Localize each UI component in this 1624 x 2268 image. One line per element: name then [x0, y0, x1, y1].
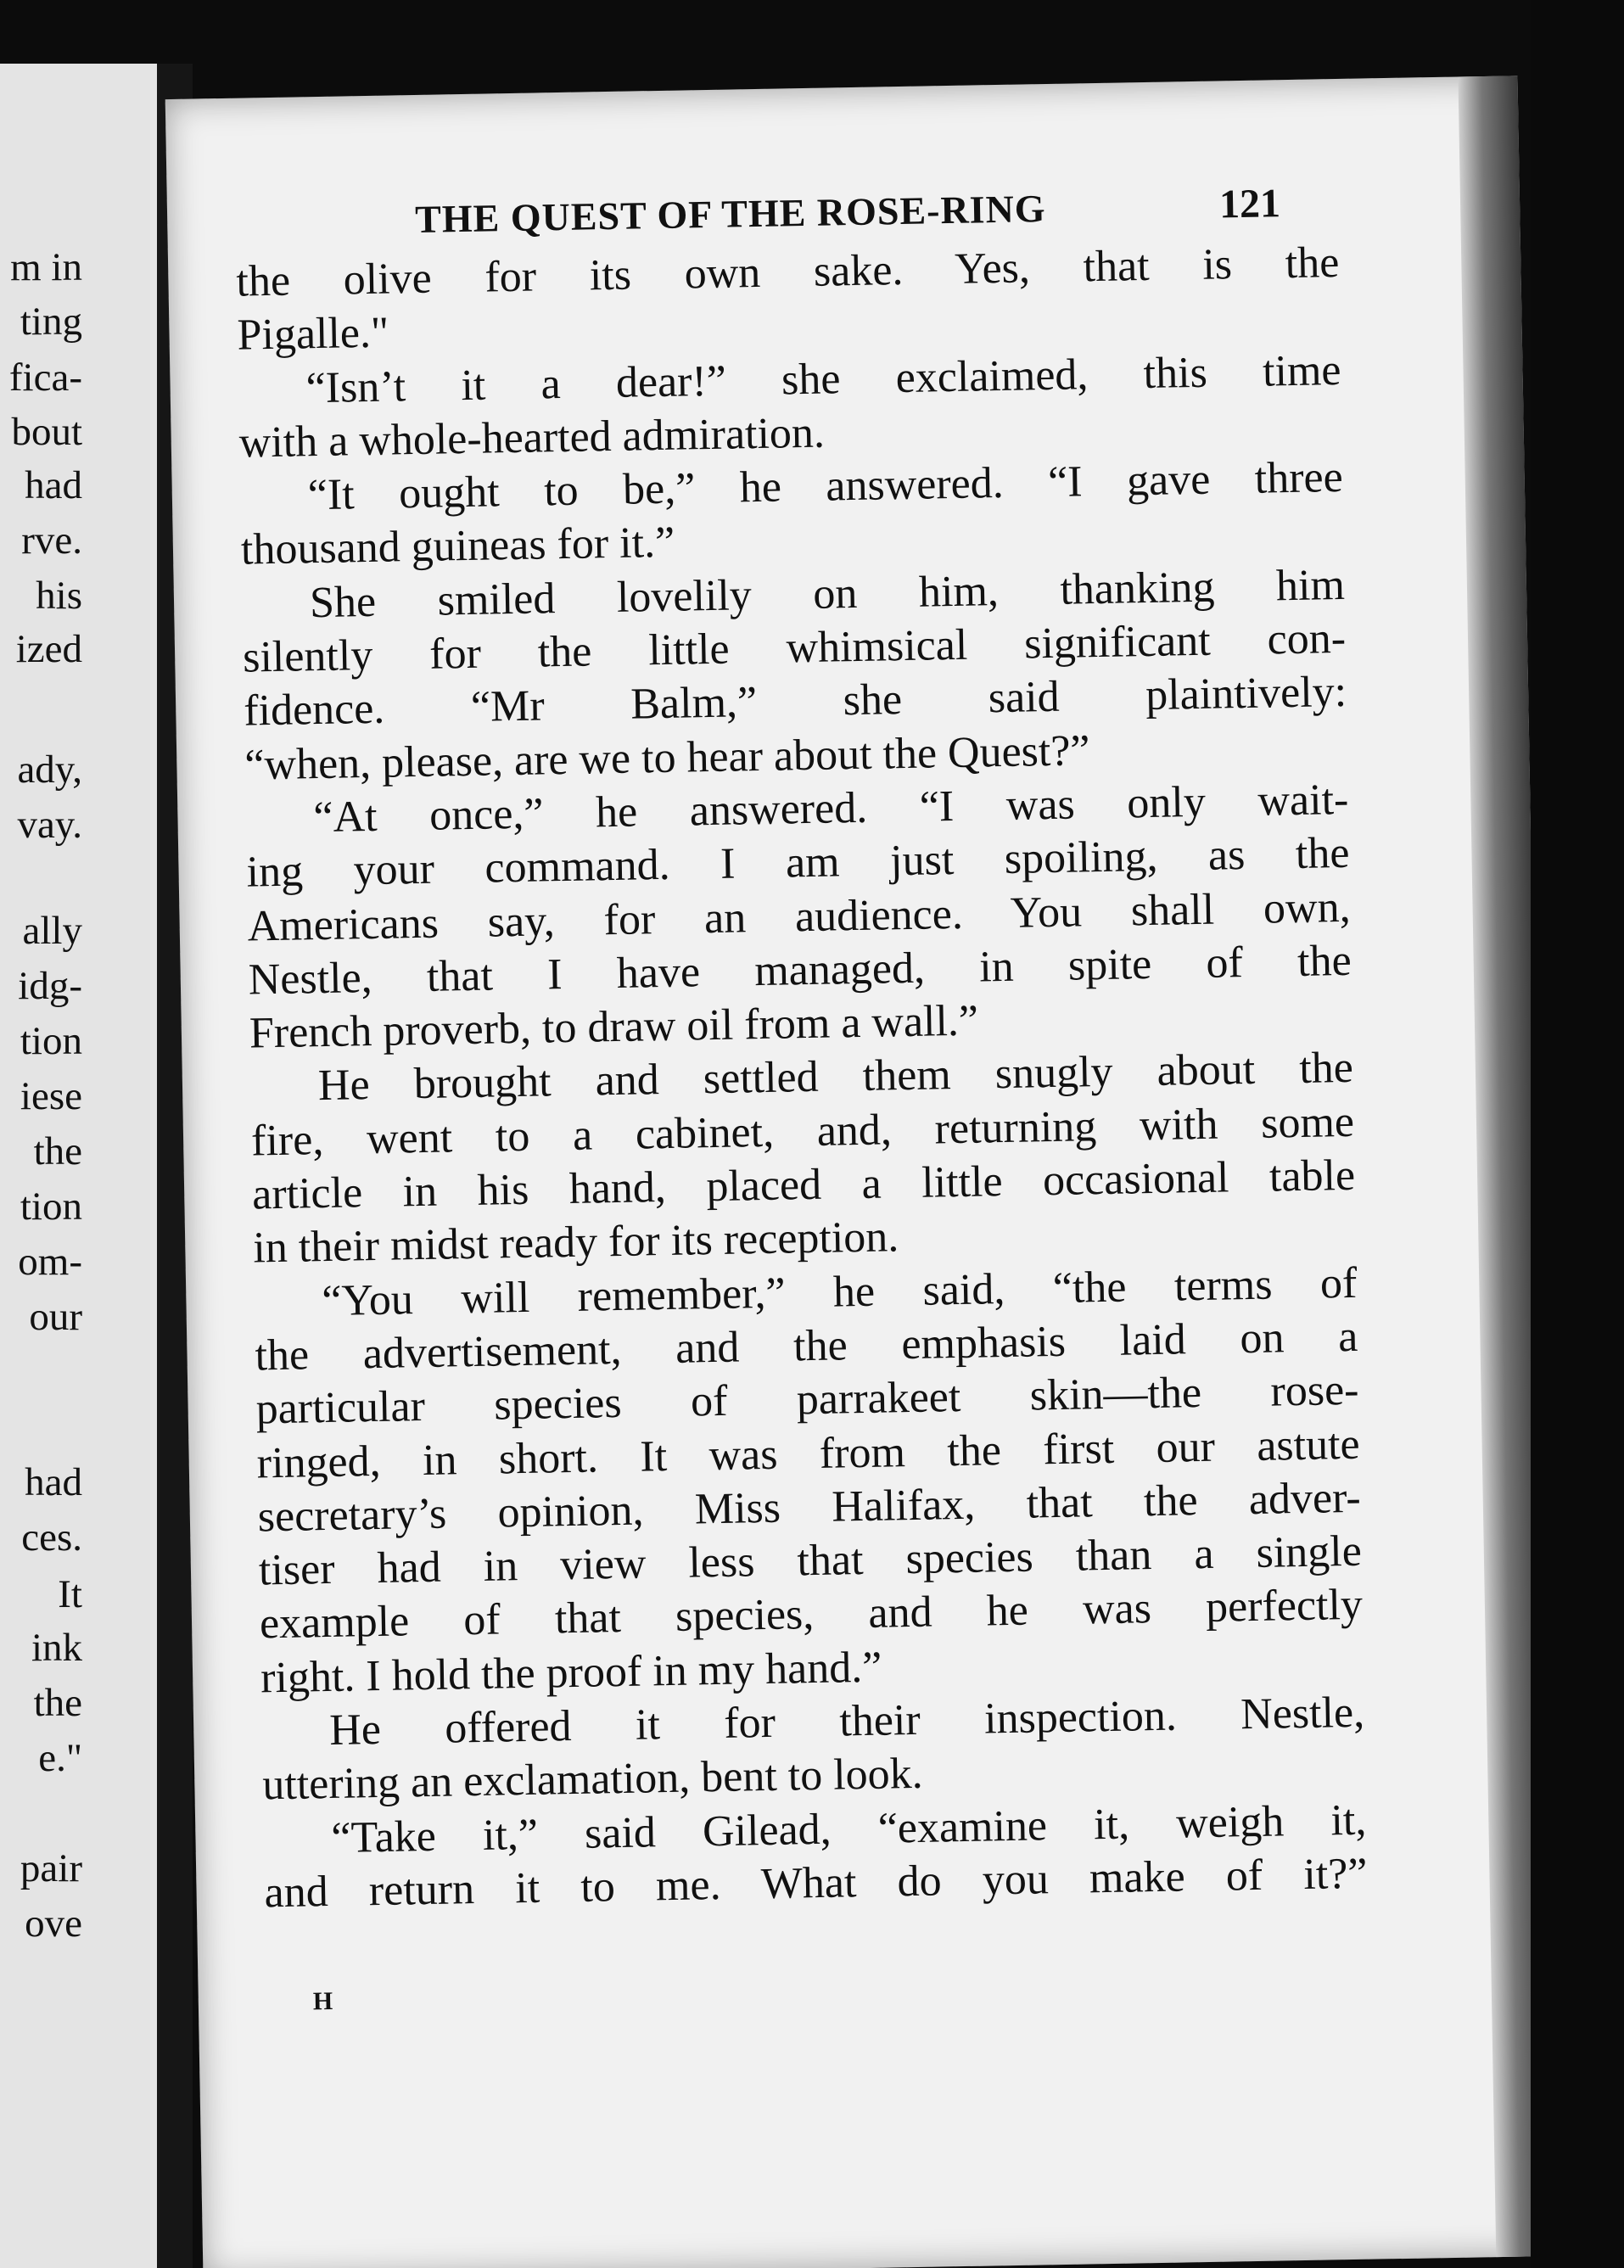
left-page-line-fragment: fica- — [8, 356, 82, 400]
left-page-line-fragment: had — [25, 1460, 82, 1504]
text-line: example of that species, and he was perfectly — [259, 1581, 1364, 1649]
left-page-line-fragment: m in — [10, 245, 82, 289]
left-page-line-fragment: vay. — [17, 803, 82, 847]
text-line: ing your command. I am just spoiling, as the — [246, 829, 1350, 897]
scan-background-right — [1531, 0, 1624, 2268]
left-page-line-fragment: iese — [20, 1074, 82, 1118]
left-page-line-fragment: had — [25, 463, 82, 507]
signature-mark: H — [312, 1987, 333, 2016]
text-line: “Isn’t it a dear!” she exclaimed, this time — [305, 345, 1341, 412]
text-line: and return it to me. What do you make of it?” — [264, 1849, 1368, 1918]
text-line: the advertisement, and the emphasis laid on a — [255, 1312, 1358, 1380]
left-page-line-fragment: It — [58, 1572, 82, 1616]
text-line: “At once,” he answered. “I was only wait- — [312, 775, 1349, 843]
text-line: uttering an exclamation, bent to look. — [261, 1750, 924, 1810]
book-page — [165, 76, 1556, 2268]
left-page-line-fragment: om- — [18, 1240, 82, 1284]
left-page-line-fragment: ting — [20, 300, 82, 344]
text-line: tiser had in view less that species than a single — [258, 1526, 1363, 1595]
text-line: “when, please, are we to hear about the Quest?” — [244, 725, 1090, 790]
left-page-line-fragment: our — [29, 1295, 82, 1339]
text-line: article in his hand, placed a little occasional table — [251, 1151, 1356, 1219]
left-page-line-fragment: bout — [11, 410, 82, 454]
left-page-line-fragment: ces. — [21, 1515, 82, 1560]
text-line: the olive for its own sake. Yes, that is the — [235, 238, 1340, 306]
left-page-line-fragment: ized — [15, 627, 82, 671]
text-line: He offered it for their inspection. Nestle, — [328, 1688, 1365, 1756]
text-line: silently for the little whimsical significant con- — [242, 614, 1347, 682]
left-page-line-fragment: the — [33, 1129, 82, 1173]
left-page-line-fragment: e." — [38, 1736, 82, 1780]
left-page-line-fragment: rve. — [21, 518, 82, 563]
text-line: fidence. “Mr Balm,” she said plaintively: — [243, 668, 1347, 736]
text-line: ringed, in short. It was from the first our astute — [256, 1420, 1361, 1487]
text-line: “It ought to be,” he answered. “I gave three — [307, 453, 1344, 520]
text-line: secretary’s opinion, Miss Halifax, that the adver- — [257, 1473, 1362, 1542]
left-page-line-fragment: ally — [22, 909, 82, 953]
text-line: with a whole-hearted admiration. — [238, 408, 826, 468]
text-line: Pigalle." — [237, 308, 389, 360]
text-line: Nestle, that I have managed, in spite of the — [248, 936, 1352, 1005]
left-page-line-fragment: tion — [20, 1019, 82, 1063]
text-line: “Take it,” said Gilead, “examine it, weigh it, — [330, 1795, 1367, 1862]
left-page-line-fragment: his — [36, 574, 82, 618]
text-line: in their midst ready for its reception. — [252, 1212, 899, 1273]
text-line: particular species of parrakeet skin—the rose- — [255, 1366, 1359, 1434]
left-page-line-fragment: tion — [20, 1184, 82, 1229]
text-line: French proverb, to draw oil from a wall.” — [249, 996, 979, 1058]
text-line: right. I hold the proof in my hand.” — [260, 1643, 882, 1703]
text-line: fire, went to a cabinet, and, returning with some — [250, 1097, 1355, 1166]
left-page-fragment — [0, 64, 157, 2268]
left-page-line-fragment: ink — [31, 1626, 82, 1670]
left-page-line-fragment: ove — [25, 1901, 82, 1946]
text-line: She smiled lovelily on him, thanking him — [309, 560, 1346, 627]
text-line: “You will remember,” he said, “the terms of — [321, 1258, 1358, 1325]
page-body-text — [236, 236, 1368, 1920]
text-line: thousand guineas for it.” — [240, 518, 675, 575]
left-page-line-fragment: ady, — [17, 748, 82, 792]
text-line: Americans say, for an audience. You shall own, — [247, 882, 1352, 951]
page-number: 121 — [1218, 181, 1281, 227]
left-page-line-fragment: the — [33, 1681, 82, 1725]
running-head: THE QUEST OF THE ROSE-RING — [414, 187, 1046, 241]
left-page-line-fragment: idg- — [18, 964, 82, 1008]
text-line: He brought and settled them snugly about the — [317, 1044, 1354, 1111]
left-page-line-fragment: pair — [20, 1846, 82, 1890]
